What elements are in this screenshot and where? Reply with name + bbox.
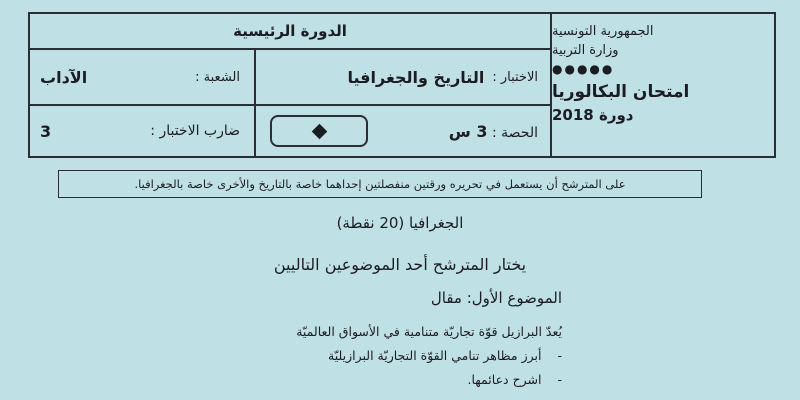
exam-code-box — [270, 115, 368, 147]
bullet-dash: - — [557, 372, 562, 387]
exam-header — [28, 12, 776, 158]
republic-name: الجمهورية التونسية — [552, 24, 654, 39]
duration-cell — [256, 106, 552, 156]
ministry-name: وزارة التربية — [552, 43, 619, 58]
subject-label: الاختبار : — [492, 69, 538, 85]
ministry-block — [552, 14, 774, 156]
coefficient-label: ضارب الاختبار : — [150, 123, 240, 139]
coefficient-cell — [30, 106, 256, 156]
geography-title: الجغرافيا (20 نقطة) — [336, 214, 464, 232]
bullet-dash: - — [557, 348, 562, 363]
branch-cell — [30, 50, 256, 106]
branch-value: الآداب — [40, 67, 88, 87]
branch-label: الشعبة : — [195, 69, 240, 85]
duration-text — [449, 122, 538, 141]
exam-year: دورة 2018 — [552, 106, 634, 124]
coefficient-value: 3 — [40, 121, 52, 141]
topic-paragraph: يُعدّ البرازيل قوّة تجاريّة متنامية في الأسواق العالميّة — [296, 324, 562, 339]
topic-title: الموضوع الأول: مقال — [430, 289, 562, 307]
instruction-notice: على المترشح أن يستعمل في تحريره ورقتين منفصلتين إحداهما خاصة بالتاريخ والأخرى خاصة بالجغرافيا. — [58, 170, 702, 198]
session-title: الدورة الرئيسية — [30, 14, 552, 50]
diamond-icon — [311, 123, 327, 139]
duration-value: 3 س — [448, 121, 488, 141]
choose-instruction: يختار المترشح أحد الموضوعين التاليين — [273, 255, 527, 274]
separator-dots: ●●●●● — [552, 62, 615, 76]
subject-cell — [256, 50, 552, 106]
list-item — [328, 348, 562, 363]
subject-value: التاريخ والجغرافيا — [347, 67, 485, 87]
bullet-text: أبرز مظاهر تنامي القوّة التجاريّة البرازيليّة — [328, 348, 542, 363]
bullet-text: اشرح دعائمها. — [467, 372, 542, 387]
duration-label: الحصة : — [491, 124, 538, 141]
exam-name: امتحان البكالوريا — [552, 82, 690, 102]
list-item — [468, 372, 562, 387]
